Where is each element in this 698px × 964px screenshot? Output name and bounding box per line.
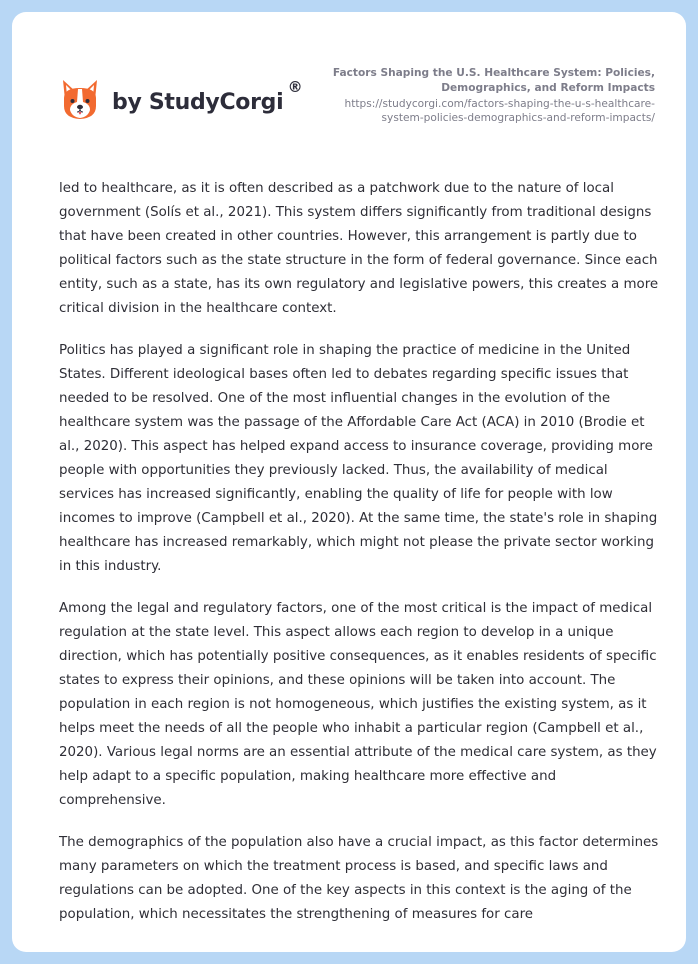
corgi-logo-icon: [60, 78, 100, 122]
document-title: Factors Shaping the U.S. Healthcare System: Policies, Demographics, and Reform Impacts: [332, 67, 655, 94]
studycorgi-logo[interactable]: [60, 77, 303, 122]
brand-text: by StudyCorgi: [112, 89, 284, 115]
brand-name: [112, 77, 303, 115]
document-body: [59, 177, 659, 945]
registered-mark: ®: [287, 77, 303, 96]
document-header: [325, 66, 655, 125]
paragraph: Among the legal and regulatory factors, one of the most critical is the impact of medical regulation at the state level. This aspect allows each region to develop in a unique direction, which has potentially positive consequences, as it enables residents of specific states to express their opinions, and these opinions will be taken into account. The population in each region is not homogeneous, which justifies the existing system, as it helps meet the needs of all the people who inhabit a particular region (Campbell et al., 2020). Various legal norms are an essential attribute of the medical care system, as they help adapt to a specific population, making healthcare more effective and comprehensive.: [59, 601, 657, 808]
document-url[interactable]: https://studycorgi.com/factors-shaping-the-u-s-healthcare-system-policies-demographics-and-reform-impacts/: [344, 98, 655, 124]
document-page: [12, 12, 686, 952]
paragraph: led to healthcare, as it is often described as a patchwork due to the nature of local government (Solís et al., 2021). This system differs significantly from traditional designs that have been created in other countries. However, this arrangement is partly due to political factors such as the state structure in the form of federal governance. Since each entity, such as a state, has its own regulatory and legislative powers, this creates a more critical division in the healthcare context.: [59, 181, 659, 316]
paragraph: The demographics of the population also have a crucial impact, as this factor determines many parameters on which the treatment process is based, and specific laws and regulations can be adopted. One of the key aspects in this context is the aging of the population, which necessitates the strengthening of measures for care: [59, 835, 659, 922]
paragraph: Politics has played a significant role in shaping the practice of medicine in the United States. Different ideological bases often led to debates regarding specific issues that needed to be resolved. One of the most influential changes in the evolution of the healthcare system was the passage of the Affordable Care Act (ACA) in 2010 (Brodie et al., 2020). This aspect has helped expand access to insurance coverage, providing more people with opportunities they previously lacked. Thus, the availability of medical services has increased significantly, enabling the quality of life for people with low incomes to improve (Campbell et al., 2020). At the same time, the state's role in shaping healthcare has increased remarkably, which might not please the private sector working in this industry.: [59, 343, 658, 574]
